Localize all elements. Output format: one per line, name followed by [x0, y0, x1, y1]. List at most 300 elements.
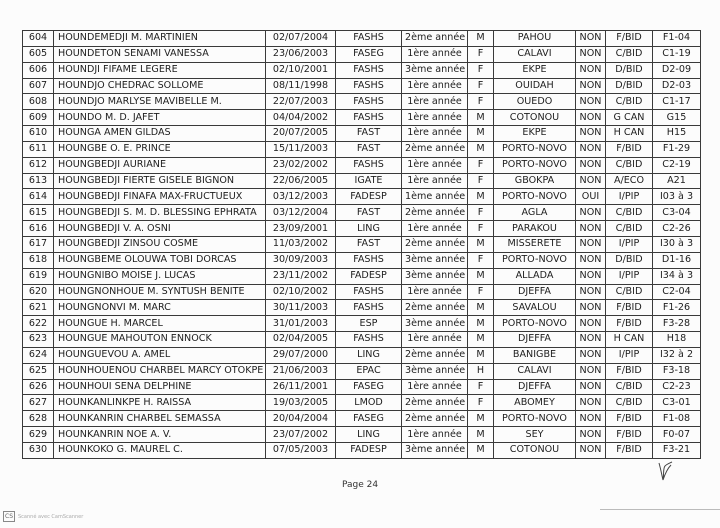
- status-cell: NON: [576, 126, 606, 142]
- birth-date-cell: 03/12/2003: [266, 189, 336, 205]
- student-name-cell: HOUNGUEVOU A. AMEL: [54, 347, 266, 363]
- city-cell: GBOKPA: [494, 173, 576, 189]
- row-number-cell: 610: [23, 126, 54, 142]
- student-name-cell: HOUNDJO CHEDRAC SOLLOME: [54, 78, 266, 94]
- study-year-cell: 3ème année: [402, 442, 468, 458]
- city-cell: SAVALOU: [494, 300, 576, 316]
- birth-date-cell: 22/06/2005: [266, 173, 336, 189]
- page-number: Page 24: [341, 480, 379, 490]
- faculty-cell: LING: [336, 427, 402, 443]
- sex-cell: M: [468, 347, 494, 363]
- birth-date-cell: 23/09/2001: [266, 221, 336, 237]
- row-number-cell: 629: [23, 427, 54, 443]
- sex-cell: M: [468, 236, 494, 252]
- faculty-cell: FASHS: [336, 31, 402, 47]
- status-cell: OUI: [576, 189, 606, 205]
- birth-date-cell: 04/04/2002: [266, 110, 336, 126]
- student-name-cell: HOUNGBEME OLOUWA TOBI DORCAS: [54, 252, 266, 268]
- faculty-cell: FASHS: [336, 62, 402, 78]
- building-cell: F/BID: [606, 31, 653, 47]
- row-number-cell: 618: [23, 252, 54, 268]
- birth-date-cell: 23/06/2003: [266, 46, 336, 62]
- row-number-cell: 608: [23, 94, 54, 110]
- row-number-cell: 616: [23, 221, 54, 237]
- building-cell: F/BID: [606, 427, 653, 443]
- room-cell: C1-17: [653, 94, 701, 110]
- faculty-cell: FASHS: [336, 94, 402, 110]
- table-row: [23, 332, 701, 348]
- table-row: [23, 252, 701, 268]
- study-year-cell: 1ère année: [402, 157, 468, 173]
- sex-cell: M: [468, 332, 494, 348]
- study-year-cell: 2ème année: [402, 395, 468, 411]
- student-name-cell: HOUNGNONVI M. MARC: [54, 300, 266, 316]
- room-cell: I30 à 3: [653, 236, 701, 252]
- student-name-cell: HOUNDEMEDJI M. MARTINIEN: [54, 31, 266, 47]
- row-number-cell: 607: [23, 78, 54, 94]
- faculty-cell: FASHS: [336, 252, 402, 268]
- faculty-cell: LING: [336, 221, 402, 237]
- status-cell: NON: [576, 31, 606, 47]
- city-cell: PORTO-NOVO: [494, 411, 576, 427]
- study-year-cell: 1ère année: [402, 126, 468, 142]
- status-cell: NON: [576, 62, 606, 78]
- table-row: [23, 395, 701, 411]
- faculty-cell: FAST: [336, 126, 402, 142]
- sex-cell: F: [468, 205, 494, 221]
- sex-cell: M: [468, 316, 494, 332]
- row-number-cell: 612: [23, 157, 54, 173]
- table-row: [23, 347, 701, 363]
- birth-date-cell: 30/09/2003: [266, 252, 336, 268]
- city-cell: COTONOU: [494, 110, 576, 126]
- student-name-cell: HOUNDJI FIFAME LEGERE: [54, 62, 266, 78]
- birth-date-cell: 19/03/2005: [266, 395, 336, 411]
- table-row: [23, 94, 701, 110]
- building-cell: C/BID: [606, 221, 653, 237]
- status-cell: NON: [576, 236, 606, 252]
- sex-cell: M: [468, 141, 494, 157]
- table-row: [23, 110, 701, 126]
- table-row: [23, 126, 701, 142]
- faculty-cell: FASEG: [336, 46, 402, 62]
- table-row: [23, 62, 701, 78]
- sex-cell: F: [468, 94, 494, 110]
- status-cell: NON: [576, 316, 606, 332]
- building-cell: F/BID: [606, 442, 653, 458]
- room-cell: C3-01: [653, 395, 701, 411]
- room-cell: I03 à 3: [653, 189, 701, 205]
- building-cell: G CAN: [606, 110, 653, 126]
- study-year-cell: 1ère année: [402, 379, 468, 395]
- status-cell: NON: [576, 363, 606, 379]
- student-name-cell: HOUNGNIBO MOISE J. LUCAS: [54, 268, 266, 284]
- building-cell: F/BID: [606, 363, 653, 379]
- row-number-cell: 627: [23, 395, 54, 411]
- status-cell: NON: [576, 442, 606, 458]
- status-cell: NON: [576, 205, 606, 221]
- building-cell: C/BID: [606, 395, 653, 411]
- building-cell: C/BID: [606, 157, 653, 173]
- birth-date-cell: 02/10/2002: [266, 284, 336, 300]
- sex-cell: M: [468, 411, 494, 427]
- status-cell: NON: [576, 221, 606, 237]
- table-row: [23, 236, 701, 252]
- building-cell: F/BID: [606, 316, 653, 332]
- building-cell: F/BID: [606, 411, 653, 427]
- student-name-cell: HOUNGBEDJI FIERTE GISELE BIGNON: [54, 173, 266, 189]
- status-cell: NON: [576, 110, 606, 126]
- table-row: [23, 78, 701, 94]
- building-cell: C/BID: [606, 284, 653, 300]
- building-cell: C/BID: [606, 379, 653, 395]
- row-number-cell: 620: [23, 284, 54, 300]
- birth-date-cell: 31/01/2003: [266, 316, 336, 332]
- table-row: [23, 300, 701, 316]
- sex-cell: F: [468, 284, 494, 300]
- building-cell: I/PIP: [606, 347, 653, 363]
- table-row: [23, 221, 701, 237]
- row-number-cell: 615: [23, 205, 54, 221]
- faculty-cell: FASHS: [336, 332, 402, 348]
- faculty-cell: FADESP: [336, 189, 402, 205]
- row-number-cell: 613: [23, 173, 54, 189]
- student-name-cell: HOUNGA AMEN GILDAS: [54, 126, 266, 142]
- study-year-cell: 1ère année: [402, 221, 468, 237]
- row-number-cell: 606: [23, 62, 54, 78]
- row-number-cell: 617: [23, 236, 54, 252]
- city-cell: DJEFFA: [494, 284, 576, 300]
- building-cell: H CAN: [606, 126, 653, 142]
- student-name-cell: HOUNDJO MARLYSE MAVIBELLE M.: [54, 94, 266, 110]
- room-cell: C2-26: [653, 221, 701, 237]
- building-cell: I/PIP: [606, 189, 653, 205]
- room-cell: I32 à 2: [653, 347, 701, 363]
- building-cell: A/ECO: [606, 173, 653, 189]
- faculty-cell: FASEG: [336, 411, 402, 427]
- building-cell: F/BID: [606, 300, 653, 316]
- status-cell: NON: [576, 332, 606, 348]
- sex-cell: M: [468, 110, 494, 126]
- study-year-cell: 1ère année: [402, 332, 468, 348]
- birth-date-cell: 29/07/2000: [266, 347, 336, 363]
- study-year-cell: 2ème année: [402, 300, 468, 316]
- table-row: [23, 268, 701, 284]
- status-cell: NON: [576, 427, 606, 443]
- sex-cell: M: [468, 126, 494, 142]
- student-name-cell: HOUNGUE H. MARCEL: [54, 316, 266, 332]
- study-year-cell: 2ème année: [402, 31, 468, 47]
- birth-date-cell: 20/04/2004: [266, 411, 336, 427]
- study-year-cell: 2ème année: [402, 236, 468, 252]
- status-cell: NON: [576, 78, 606, 94]
- table-row: [23, 205, 701, 221]
- study-year-cell: 1ère année: [402, 110, 468, 126]
- table-row: [23, 31, 701, 47]
- room-cell: C2-19: [653, 157, 701, 173]
- city-cell: PORTO-NOVO: [494, 316, 576, 332]
- status-cell: NON: [576, 395, 606, 411]
- study-year-cell: 1ère année: [402, 173, 468, 189]
- row-number-cell: 623: [23, 332, 54, 348]
- sex-cell: M: [468, 300, 494, 316]
- student-name-cell: HOUNGUE MAHOUTON ENNOCK: [54, 332, 266, 348]
- room-cell: C2-23: [653, 379, 701, 395]
- page-edge-line: [600, 509, 720, 510]
- table-row: [23, 427, 701, 443]
- faculty-cell: LMOD: [336, 395, 402, 411]
- student-name-cell: HOUNGBE O. E. PRINCE: [54, 141, 266, 157]
- status-cell: NON: [576, 157, 606, 173]
- study-year-cell: 2ème année: [402, 347, 468, 363]
- building-cell: D/BID: [606, 78, 653, 94]
- faculty-cell: EPAC: [336, 363, 402, 379]
- room-cell: G15: [653, 110, 701, 126]
- student-name-cell: HOUNKANRIN NOE A. V.: [54, 427, 266, 443]
- study-year-cell: 3ème année: [402, 62, 468, 78]
- room-cell: I34 à 3: [653, 268, 701, 284]
- birth-date-cell: 21/06/2003: [266, 363, 336, 379]
- sex-cell: F: [468, 379, 494, 395]
- student-name-cell: HOUNGNONHOUE M. SYNTUSH BENITE: [54, 284, 266, 300]
- camscanner-watermark: [3, 511, 83, 522]
- sex-cell: F: [468, 78, 494, 94]
- room-cell: F1-04: [653, 31, 701, 47]
- student-table: [22, 30, 701, 459]
- row-number-cell: 622: [23, 316, 54, 332]
- birth-date-cell: 20/07/2005: [266, 126, 336, 142]
- birth-date-cell: 23/11/2002: [266, 268, 336, 284]
- city-cell: EKPE: [494, 126, 576, 142]
- study-year-cell: 2ème année: [402, 411, 468, 427]
- study-year-cell: 3ème année: [402, 252, 468, 268]
- building-cell: D/BID: [606, 62, 653, 78]
- birth-date-cell: 02/10/2001: [266, 62, 336, 78]
- status-cell: NON: [576, 173, 606, 189]
- sex-cell: F: [468, 173, 494, 189]
- birth-date-cell: 08/11/1998: [266, 78, 336, 94]
- table-row: [23, 442, 701, 458]
- room-cell: C3-04: [653, 205, 701, 221]
- study-year-cell: 3ème année: [402, 363, 468, 379]
- study-year-cell: 1ère année: [402, 284, 468, 300]
- birth-date-cell: 23/02/2002: [266, 157, 336, 173]
- status-cell: NON: [576, 300, 606, 316]
- building-cell: F/BID: [606, 141, 653, 157]
- building-cell: D/BID: [606, 252, 653, 268]
- city-cell: AGLA: [494, 205, 576, 221]
- table-row: [23, 46, 701, 62]
- row-number-cell: 611: [23, 141, 54, 157]
- birth-date-cell: 26/11/2001: [266, 379, 336, 395]
- city-cell: COTONOU: [494, 442, 576, 458]
- city-cell: SEY: [494, 427, 576, 443]
- status-cell: NON: [576, 379, 606, 395]
- room-cell: F0-07: [653, 427, 701, 443]
- room-cell: F1-26: [653, 300, 701, 316]
- table-row: [23, 173, 701, 189]
- student-name-cell: HOUNGBEDJI AURIANE: [54, 157, 266, 173]
- camscanner-logo-icon: CS: [5, 513, 13, 520]
- birth-date-cell: 22/07/2003: [266, 94, 336, 110]
- study-year-cell: 2ème année: [402, 205, 468, 221]
- row-number-cell: 609: [23, 110, 54, 126]
- city-cell: PORTO-NOVO: [494, 189, 576, 205]
- faculty-cell: FASHS: [336, 157, 402, 173]
- room-cell: A21: [653, 173, 701, 189]
- status-cell: NON: [576, 268, 606, 284]
- city-cell: BANIGBE: [494, 347, 576, 363]
- city-cell: OUEDO: [494, 94, 576, 110]
- city-cell: DJEFFA: [494, 332, 576, 348]
- room-cell: C1-19: [653, 46, 701, 62]
- student-name-cell: HOUNDO M. D. JAFET: [54, 110, 266, 126]
- faculty-cell: IGATE: [336, 173, 402, 189]
- building-cell: I/PIP: [606, 236, 653, 252]
- building-cell: H CAN: [606, 332, 653, 348]
- faculty-cell: FASHS: [336, 300, 402, 316]
- city-cell: DJEFFA: [494, 379, 576, 395]
- table-row: [23, 189, 701, 205]
- city-cell: CALAVI: [494, 363, 576, 379]
- sex-cell: M: [468, 189, 494, 205]
- room-cell: F3-28: [653, 316, 701, 332]
- study-year-cell: 1ère année: [402, 427, 468, 443]
- sex-cell: F: [468, 252, 494, 268]
- city-cell: EKPE: [494, 62, 576, 78]
- table-row: [23, 284, 701, 300]
- sex-cell: M: [468, 31, 494, 47]
- faculty-cell: FASHS: [336, 110, 402, 126]
- sex-cell: M: [468, 427, 494, 443]
- table-row: [23, 411, 701, 427]
- student-name-cell: HOUNKANLINKPE H. RAISSA: [54, 395, 266, 411]
- sex-cell: F: [468, 395, 494, 411]
- city-cell: CALAVI: [494, 46, 576, 62]
- birth-date-cell: 02/07/2004: [266, 31, 336, 47]
- student-name-cell: HOUNGBEDJI FINAFA MAX-FRUCTUEUX: [54, 189, 266, 205]
- study-year-cell: 1ère année: [402, 46, 468, 62]
- watermark-text: Scanné avec CamScanner: [18, 513, 84, 520]
- city-cell: PORTO-NOVO: [494, 141, 576, 157]
- row-number-cell: 621: [23, 300, 54, 316]
- building-cell: I/PIP: [606, 268, 653, 284]
- building-cell: C/BID: [606, 46, 653, 62]
- city-cell: ALLADA: [494, 268, 576, 284]
- student-name-cell: HOUNHOUENOU CHARBEL MARCY OTOKPE: [54, 363, 266, 379]
- birth-date-cell: 15/11/2003: [266, 141, 336, 157]
- row-number-cell: 630: [23, 442, 54, 458]
- building-cell: C/BID: [606, 94, 653, 110]
- city-cell: PORTO-NOVO: [494, 252, 576, 268]
- birth-date-cell: 30/11/2003: [266, 300, 336, 316]
- table-row: [23, 157, 701, 173]
- faculty-cell: FADESP: [336, 442, 402, 458]
- student-name-cell: HOUNGBEDJI S. M. D. BLESSING EPHRATA: [54, 205, 266, 221]
- city-cell: OUIDAH: [494, 78, 576, 94]
- city-cell: MISSERETE: [494, 236, 576, 252]
- student-name-cell: HOUNKANRIN CHARBEL SEMASSA: [54, 411, 266, 427]
- faculty-cell: ESP: [336, 316, 402, 332]
- sex-cell: F: [468, 62, 494, 78]
- row-number-cell: 614: [23, 189, 54, 205]
- sex-cell: H: [468, 363, 494, 379]
- birth-date-cell: 07/05/2003: [266, 442, 336, 458]
- birth-date-cell: 03/12/2004: [266, 205, 336, 221]
- room-cell: F1-29: [653, 141, 701, 157]
- study-year-cell: 2ème année: [402, 141, 468, 157]
- room-cell: F3-18: [653, 363, 701, 379]
- signature-mark: [655, 460, 675, 482]
- faculty-cell: LING: [336, 347, 402, 363]
- table-row: [23, 141, 701, 157]
- row-number-cell: 626: [23, 379, 54, 395]
- student-name-cell: HOUNGBEDJI V. A. OSNI: [54, 221, 266, 237]
- table-body: [23, 31, 701, 459]
- table-row: [23, 363, 701, 379]
- sex-cell: F: [468, 221, 494, 237]
- row-number-cell: 605: [23, 46, 54, 62]
- table-row: [23, 316, 701, 332]
- sex-cell: F: [468, 157, 494, 173]
- study-year-cell: 3ème année: [402, 316, 468, 332]
- room-cell: H15: [653, 126, 701, 142]
- study-year-cell: 1ème année: [402, 189, 468, 205]
- faculty-cell: FADESP: [336, 268, 402, 284]
- status-cell: NON: [576, 46, 606, 62]
- city-cell: PORTO-NOVO: [494, 157, 576, 173]
- city-cell: ABOMEY: [494, 395, 576, 411]
- room-cell: F1-08: [653, 411, 701, 427]
- study-year-cell: 1ère année: [402, 94, 468, 110]
- sex-cell: M: [468, 268, 494, 284]
- birth-date-cell: 11/03/2002: [266, 236, 336, 252]
- status-cell: NON: [576, 411, 606, 427]
- status-cell: NON: [576, 252, 606, 268]
- row-number-cell: 625: [23, 363, 54, 379]
- status-cell: NON: [576, 347, 606, 363]
- status-cell: NON: [576, 284, 606, 300]
- study-year-cell: 1ère année: [402, 78, 468, 94]
- faculty-cell: FASHS: [336, 78, 402, 94]
- student-name-cell: HOUNDETON SENAMI VANESSA: [54, 46, 266, 62]
- building-cell: C/BID: [606, 205, 653, 221]
- city-cell: PARAKOU: [494, 221, 576, 237]
- row-number-cell: 619: [23, 268, 54, 284]
- birth-date-cell: 02/04/2005: [266, 332, 336, 348]
- birth-date-cell: 23/07/2002: [266, 427, 336, 443]
- room-cell: C2-04: [653, 284, 701, 300]
- room-cell: D2-03: [653, 78, 701, 94]
- sex-cell: M: [468, 442, 494, 458]
- row-number-cell: 628: [23, 411, 54, 427]
- room-cell: F3-21: [653, 442, 701, 458]
- status-cell: NON: [576, 94, 606, 110]
- city-cell: PAHOU: [494, 31, 576, 47]
- room-cell: D1-16: [653, 252, 701, 268]
- faculty-cell: FASHS: [336, 284, 402, 300]
- student-name-cell: HOUNHOUI SENA DELPHINE: [54, 379, 266, 395]
- study-year-cell: 3ème année: [402, 268, 468, 284]
- sex-cell: F: [468, 46, 494, 62]
- faculty-cell: FAST: [336, 141, 402, 157]
- table-row: [23, 379, 701, 395]
- student-name-cell: HOUNKOKO G. MAUREL C.: [54, 442, 266, 458]
- row-number-cell: 604: [23, 31, 54, 47]
- status-cell: NON: [576, 141, 606, 157]
- room-cell: D2-09: [653, 62, 701, 78]
- student-name-cell: HOUNGBEDJI ZINSOU COSME: [54, 236, 266, 252]
